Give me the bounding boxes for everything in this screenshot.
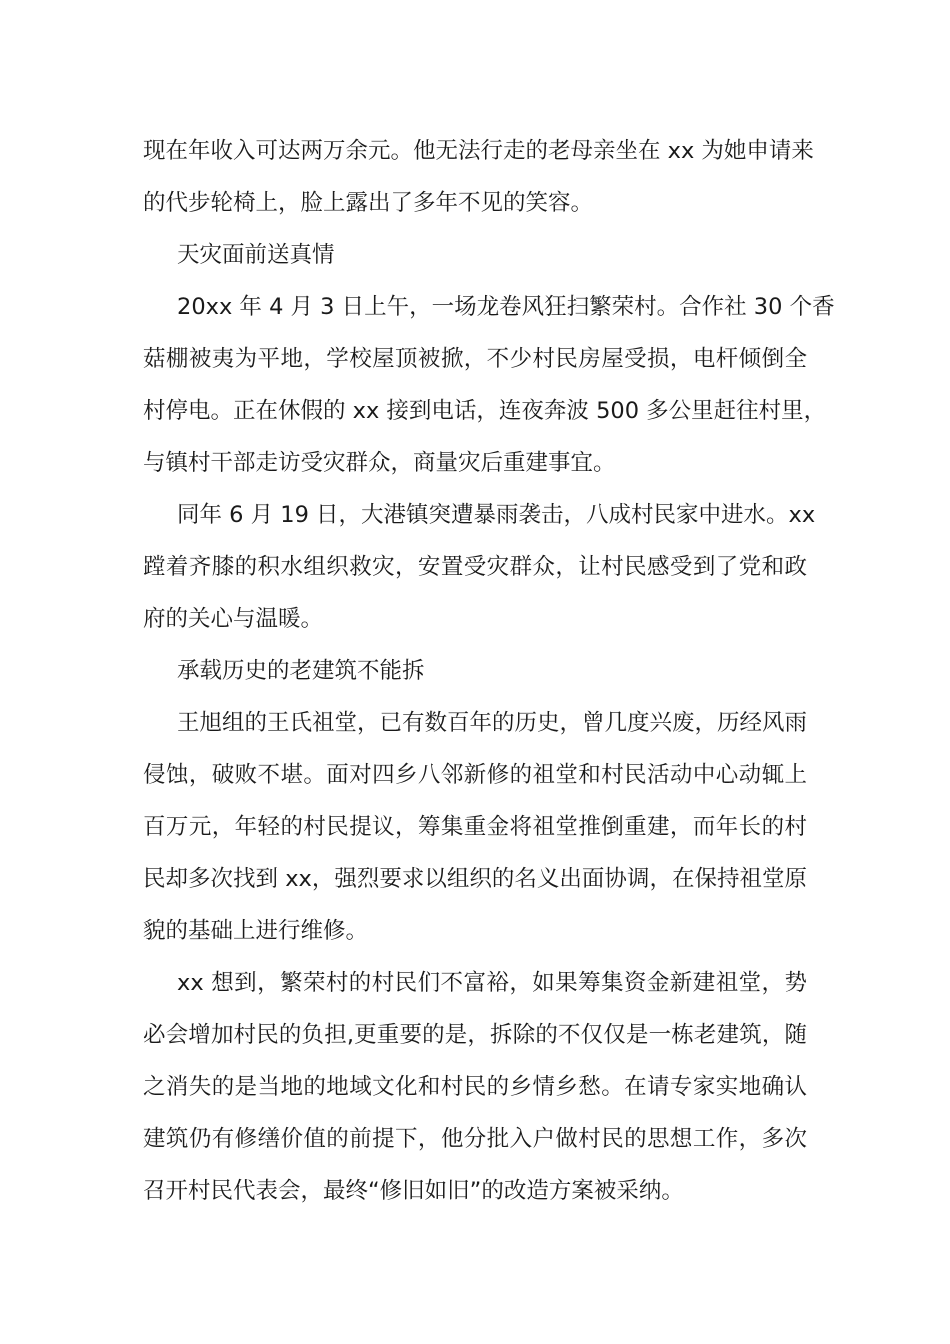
- paragraph-renovation-plan: [143, 957, 807, 1217]
- heading-text: 天灾面前送真情: [177, 242, 335, 268]
- paragraph-rainstorm: [143, 489, 816, 645]
- section-heading-disaster: [143, 229, 807, 281]
- text-line: 侵蚀，破败不堪。面对四乡八邻新修的祖堂和村民活动中心动辄上: [143, 762, 807, 788]
- text-line: 菇棚被夷为平地，学校屋顶被掀，不少村民房屋受损，电杆倾倒全: [143, 346, 807, 372]
- text-line: 现在年收入可达两万余元。他无法行走的老母亲坐在 xx 为她申请来: [143, 138, 814, 164]
- document-body: [143, 125, 835, 1217]
- text-line: 同年 6 月 19 日，大港镇突遭暴雨袭击，八成村民家中进水。xx: [177, 502, 816, 528]
- text-line: 府的关心与温暖。: [143, 606, 324, 632]
- text-line: 村停电。正在休假的 xx 接到电话，连夜奔波 500 多公里赶往村里，: [143, 398, 827, 424]
- text-line: 百万元，年轻的村民提议，筹集重金将祖堂推倒重建，而年长的村: [143, 814, 807, 840]
- text-line: 民却多次找到 xx，强烈要求以组织的名义出面协调，在保持祖堂原: [143, 866, 807, 892]
- text-line: 之消失的是当地的地域文化和村民的乡情乡愁。在请专家实地确认: [143, 1074, 807, 1100]
- text-line: 蹚着齐膝的积水组织救灾，安置受灾群众，让村民感受到了党和政: [143, 554, 807, 580]
- paragraph-ancestral-hall: [143, 697, 807, 957]
- text-line: 与镇村干部走访受灾群众，商量灾后重建事宜。: [143, 450, 616, 476]
- paragraph-continuation: [143, 125, 814, 229]
- text-line: 王旭组的王氏祖堂，已有数百年的历史，曾几度兴废，历经风雨: [177, 710, 808, 736]
- section-heading-old-building: [143, 645, 807, 697]
- text-line: 20xx 年 4 月 3 日上午，一场龙卷风狂扫繁荣村。合作社 30 个香: [177, 294, 835, 320]
- text-line: 的代步轮椅上，脸上露出了多年不见的笑容。: [143, 190, 594, 216]
- paragraph-tornado: [143, 281, 835, 489]
- text-line: 建筑仍有修缮价值的前提下，他分批入户做村民的思想工作，多次: [143, 1126, 807, 1152]
- text-line: 貌的基础上进行维修。: [143, 918, 369, 944]
- heading-text: 承载历史的老建筑不能拆: [177, 658, 425, 684]
- text-line: xx 想到，繁荣村的村民们不富裕，如果筹集资金新建祖堂，势: [177, 970, 807, 996]
- text-line: 必会增加村民的负担,更重要的是，拆除的不仅仅是一栋老建筑，随: [143, 1022, 807, 1048]
- text-line: 召开村民代表会，最终“修旧如旧”的改造方案被采纳。: [143, 1178, 684, 1204]
